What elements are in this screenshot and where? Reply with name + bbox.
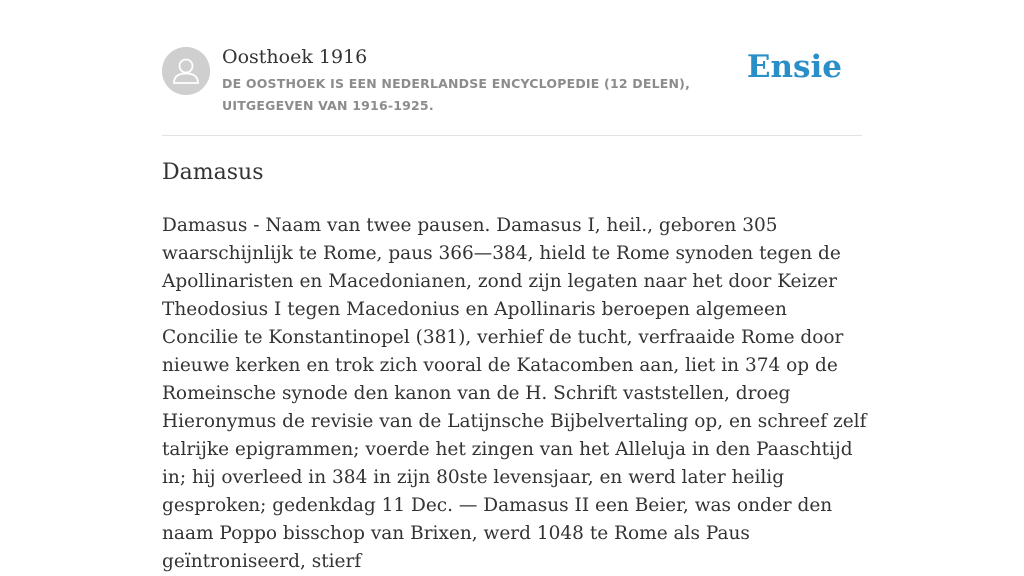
- article-body: Damasus - Naam van twee pausen. Damasus I, heil., geboren 305 waarschijnlijk te Rome, paus 366—384, hield te Rome synoden tegen de Apollinaristen en Macedonianen, zond zijn legaten naar het door Keizer Theodosius I tegen Macedonius en Apollinaris beroepen algemeen Concilie te Konstantinopel (381), verhief de tucht, verfraaide Rome door nieuwe kerken en trok zich vooral de Katacomben aan, liet in 374 op de Romeinsche synode den kanon van de H. Schrift vaststellen, droeg Hieronymus de revisie van de Latijnsche Bijbelvertaling op, en schreef zelf talrijke epigrammen; voerde het zingen van het Alleluja in den Paaschtijd in; hij overleed in 384 in zijn 80ste levensjaar, en werd later heilig gesproken; gedenkdag 11 Dec. — Damasus II een Beier, was onder den naam Poppo bisschop van Brixen, werd 1048 te Rome als Paus geïntroniseerd, stierf: [162, 215, 867, 572]
- ensie-logo[interactable]: Ensie: [746, 49, 842, 85]
- header-divider: [162, 135, 862, 136]
- user-silhouette-icon[interactable]: [162, 47, 210, 95]
- source-description: DE OOSTHOEK IS EEN NEDERLANDSE ENCYCLOPEDIE (12 DELEN), UITGEGEVEN VAN 1916-1925.: [222, 76, 691, 113]
- article-title: Damasus: [162, 160, 264, 185]
- source-header: [162, 45, 862, 135]
- source-title[interactable]: Oosthoek 1916: [222, 46, 368, 68]
